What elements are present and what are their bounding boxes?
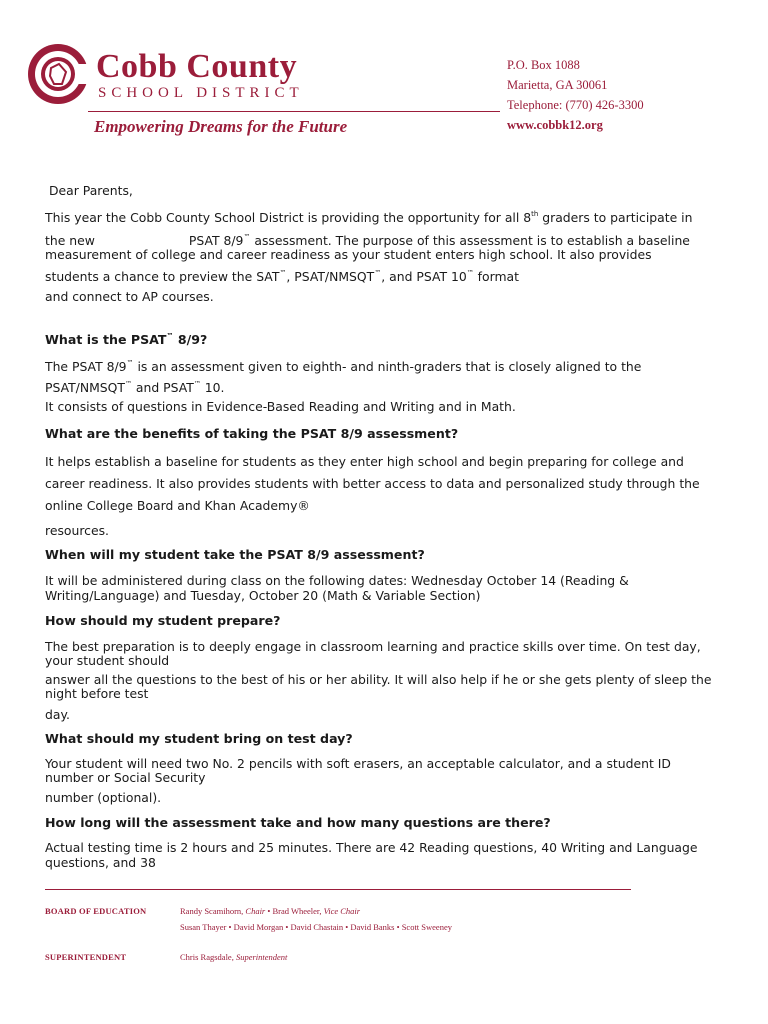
intro-line-5: and connect to AP courses. bbox=[45, 289, 214, 304]
answer-6-line-2: questions, and 38 bbox=[45, 855, 156, 870]
answer-1-line-1: The PSAT 8/9™ is an assessment given to eighth- and ninth-graders that is closely aligned to the bbox=[45, 358, 642, 374]
answer-3-line-1: It will be administered during class on the following dates: Wednesday October 14 (Reading & bbox=[45, 573, 629, 588]
answer-4-line-3: answer all the questions to the best of his or her ability. It will also help if he or she gets plenty of sleep the bbox=[45, 672, 712, 687]
footer-divider bbox=[45, 889, 631, 890]
answer-5-line-1: Your student will need two No. 2 pencils with soft erasers, an acceptable calculator, and a student ID bbox=[45, 756, 671, 771]
answer-2-line-4: resources. bbox=[45, 523, 109, 538]
intro-line-4: students a chance to preview the SAT™, PSAT/NMSQT™, and PSAT 10™ format bbox=[45, 268, 520, 284]
answer-2-line-2: career readiness. It also provides students with better access to data and personalized study through the bbox=[45, 476, 700, 491]
contact-website-link[interactable]: www.cobbk12.org bbox=[507, 118, 603, 132]
contact-city: Marietta, GA 30061 bbox=[507, 78, 608, 92]
superintendent-name: Chris Ragsdale, Superintendent bbox=[180, 952, 288, 962]
intro-line-2: the new PSAT 8/9™ assessment. The purpose of this assessment is to establish a baseline bbox=[45, 232, 690, 248]
answer-6-line-1: Actual testing time is 2 hours and 25 minutes. There are 42 Reading questions, 40 Writing and Language bbox=[45, 840, 698, 855]
superintendent-label: SUPERINTENDENT bbox=[45, 952, 127, 962]
board-of-education-label: BOARD OF EDUCATION bbox=[45, 906, 147, 916]
answer-1-line-3: It consists of questions in Evidence-Based Reading and Writing and in Math. bbox=[45, 399, 516, 414]
answer-3-line-2: Writing/Language) and Tuesday, October 20 (Math & Variable Section) bbox=[45, 588, 481, 603]
intro-line-1: This year the Cobb County School District is providing the opportunity for all 8th graders to participate in bbox=[45, 209, 693, 225]
contact-po-box: P.O. Box 1088 bbox=[507, 58, 580, 72]
answer-4-line-4: night before test bbox=[45, 686, 149, 701]
intro-line-3: measurement of college and career readiness as your student enters high school. It also provides bbox=[45, 247, 652, 262]
question-heading-6: How long will the assessment take and how many questions are there? bbox=[45, 815, 551, 830]
answer-4-line-2: your student should bbox=[45, 653, 170, 668]
org-name: Cobb County bbox=[96, 48, 298, 85]
question-heading-2: What are the benefits of taking the PSAT 8/9 assessment? bbox=[45, 426, 459, 441]
question-heading-3: When will my student take the PSAT 8/9 assessment? bbox=[45, 547, 425, 562]
tagline: Empowering Dreams for the Future bbox=[94, 117, 348, 136]
salutation: Dear Parents, bbox=[49, 183, 133, 198]
answer-2-line-3: online College Board and Khan Academy® bbox=[45, 498, 310, 513]
answer-2-line-1: It helps establish a baseline for students as they enter high school and begin preparing for college and bbox=[45, 454, 684, 469]
answer-4-line-5: day. bbox=[45, 707, 70, 722]
answer-4-line-1: The best preparation is to deeply engage in classroom learning and practice skills over time. On test day, bbox=[45, 639, 701, 654]
question-heading-1: What is the PSAT™ 8/9? bbox=[45, 331, 208, 347]
answer-5-line-3: number (optional). bbox=[45, 790, 162, 805]
question-heading-4: How should my student prepare? bbox=[45, 613, 281, 628]
board-members-line-2: Susan Thayer • David Morgan • David Chastain • David Banks • Scott Sweeney bbox=[180, 922, 452, 932]
contact-block bbox=[507, 55, 644, 135]
district-logo-icon bbox=[26, 42, 90, 106]
answer-1-line-2: PSAT/NMSQT™ and PSAT™ 10. bbox=[45, 379, 225, 395]
answer-5-line-2: number or Social Security bbox=[45, 770, 206, 785]
board-members-line-1: Randy Scamihorn, Chair • Brad Wheeler, Vice Chair bbox=[180, 906, 361, 916]
header-divider bbox=[88, 111, 500, 112]
question-heading-5: What should my student bring on test day? bbox=[45, 731, 353, 746]
org-subtitle: SCHOOL DISTRICT bbox=[98, 85, 304, 101]
contact-phone: Telephone: (770) 426-3300 bbox=[507, 98, 644, 112]
